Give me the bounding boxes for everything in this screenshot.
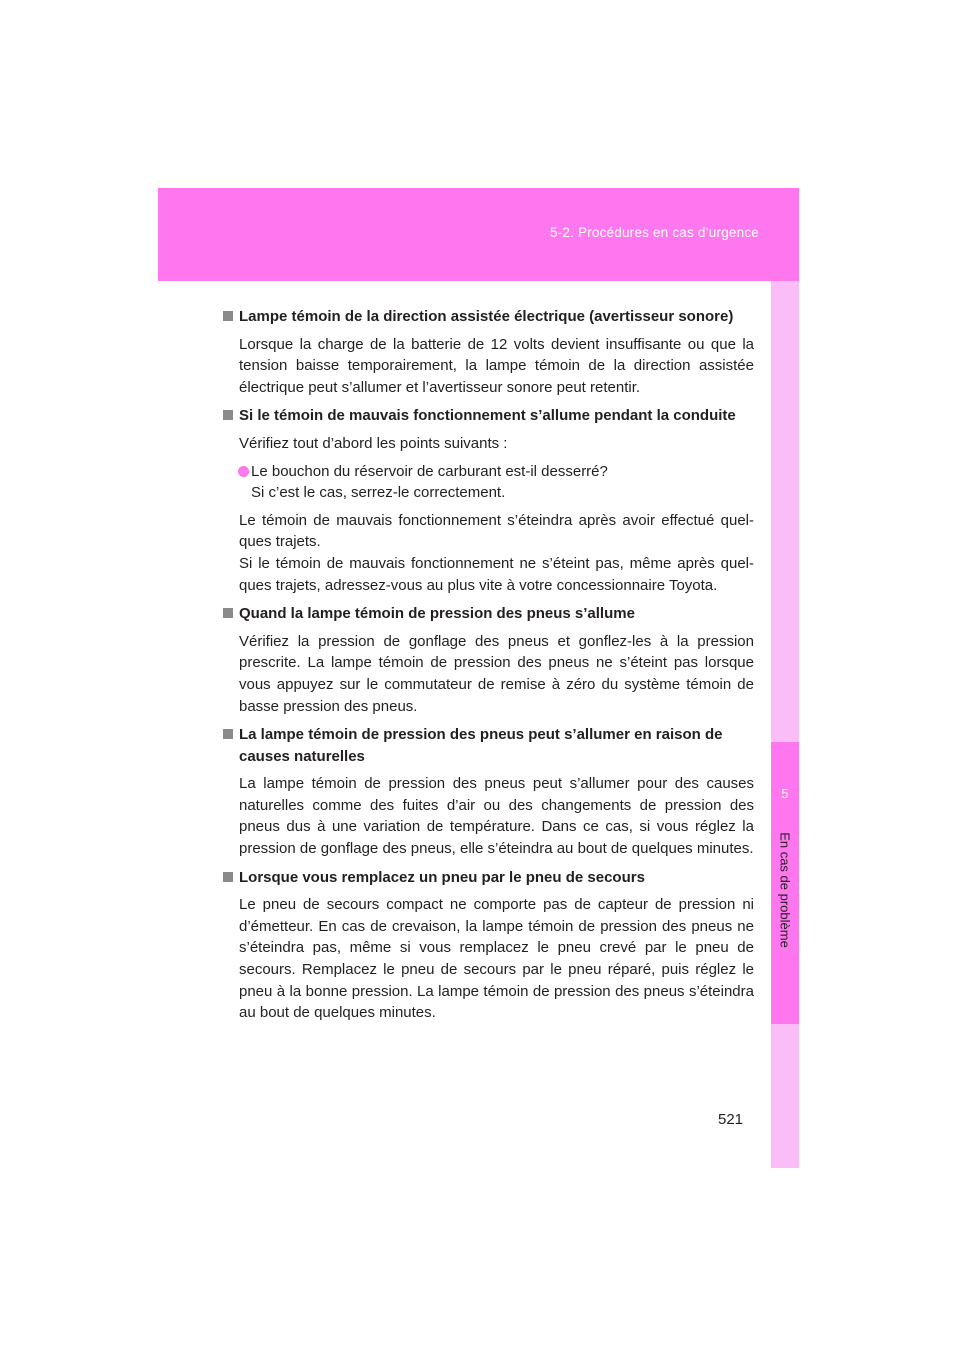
list-item: [223, 461, 754, 504]
paragraph: [223, 510, 754, 596]
section-heading: [223, 867, 754, 889]
paragraph: La lampe témoin de pression des pneus peut s’allumer pour des causes naturelles comme des fuites d’air ou des changements de pression des pneus dus à une variation de température. Dans ce cas, si vous réglez la pression de gonflage des pneus, elle s’éteindra au bout de quelques minutes.: [239, 775, 754, 858]
paragraph: Lorsque la charge de la batterie de 12 volts devient insuffisante ou que la tension baisse temporairement, la lampe témoin de la direction assistée électrique peut s’allumer et l’avertisseur sonore peut retentir.: [239, 335, 754, 396]
section-natural-causes: [223, 724, 754, 860]
section-heading: [223, 306, 754, 328]
page-number: 521: [718, 1111, 744, 1128]
square-marker-icon: [223, 872, 233, 882]
bullet-dot-icon: [238, 466, 249, 477]
paragraph: Vérifiez la pression de gonflage des pneus et gonflez-les à la pression prescrite. La lampe témoin de pression des pneus ne s’éteint pas lorsque vous appuyez sur le commutateur de remise à zéro du système témoin de basse pression des pneus.: [239, 632, 754, 715]
page-content: [223, 306, 754, 1031]
square-marker-icon: [223, 311, 233, 321]
chapter-label: En cas de problème: [777, 832, 793, 948]
section-malfunction-indicator: [223, 405, 754, 596]
section-heading-text: La lampe témoin de pression des pneus peut s’allumer en raison de causes naturelles: [239, 726, 723, 765]
section-heading-text: Si le témoin de mauvais fonctionnement s’allume pendant la conduite: [239, 407, 736, 425]
paragraph-line: Si le témoin de mauvais fonctionnement ne s’éteint pas, même après quelques trajets, adressez-vous au plus vite à votre concessionnaire Toyota.: [239, 554, 754, 594]
chapter-number: 5: [781, 786, 789, 801]
side-tab: [771, 281, 799, 1168]
paragraph: Vérifiez tout d’abord les points suivants :: [239, 434, 508, 452]
square-marker-icon: [223, 729, 233, 739]
paragraph: Le pneu de secours compact ne comporte pas de capteur de pression ni d’émetteur. En cas de crevaison, la lampe témoin de pression des pneus ne s’éteindra pas, même si vous remplacez le pneu crevé par le pneu de secours. Remplacez le pneu de secours par le pneu réparé, puis réglez le pneu à la bonne pression. La lampe témoin de pression des pneus s’éteindra au bout de quelques minutes.: [239, 896, 754, 1022]
bullet-line: Si c’est le cas, serrez-le correctement.: [251, 484, 506, 502]
header-band: [158, 188, 799, 281]
chapter-tab: [771, 742, 799, 1024]
section-heading: [223, 724, 754, 767]
section-heading-text: Quand la lampe témoin de pression des pneus s’allume: [239, 605, 635, 623]
section-heading-text: Lampe témoin de la direction assistée électrique (avertisseur sonore): [239, 308, 734, 325]
section-eps-warning: [223, 306, 754, 398]
square-marker-icon: [223, 410, 233, 420]
section-header-title: 5-2. Procédures en cas d’urgence: [549, 225, 759, 240]
paragraph-line: Le témoin de mauvais fonctionnement s’éteindra après avoir effectué quelques trajets.: [239, 511, 754, 551]
section-spare-tire: [223, 867, 754, 1024]
bullet-line: Le bouchon du réservoir de carburant est-il desserré?: [251, 462, 608, 480]
section-tire-pressure-lamp: [223, 603, 754, 717]
square-marker-icon: [223, 608, 233, 618]
section-heading: [223, 603, 754, 625]
section-heading: [223, 405, 754, 427]
section-heading-text: Lorsque vous remplacez un pneu par le pneu de secours: [239, 868, 645, 886]
